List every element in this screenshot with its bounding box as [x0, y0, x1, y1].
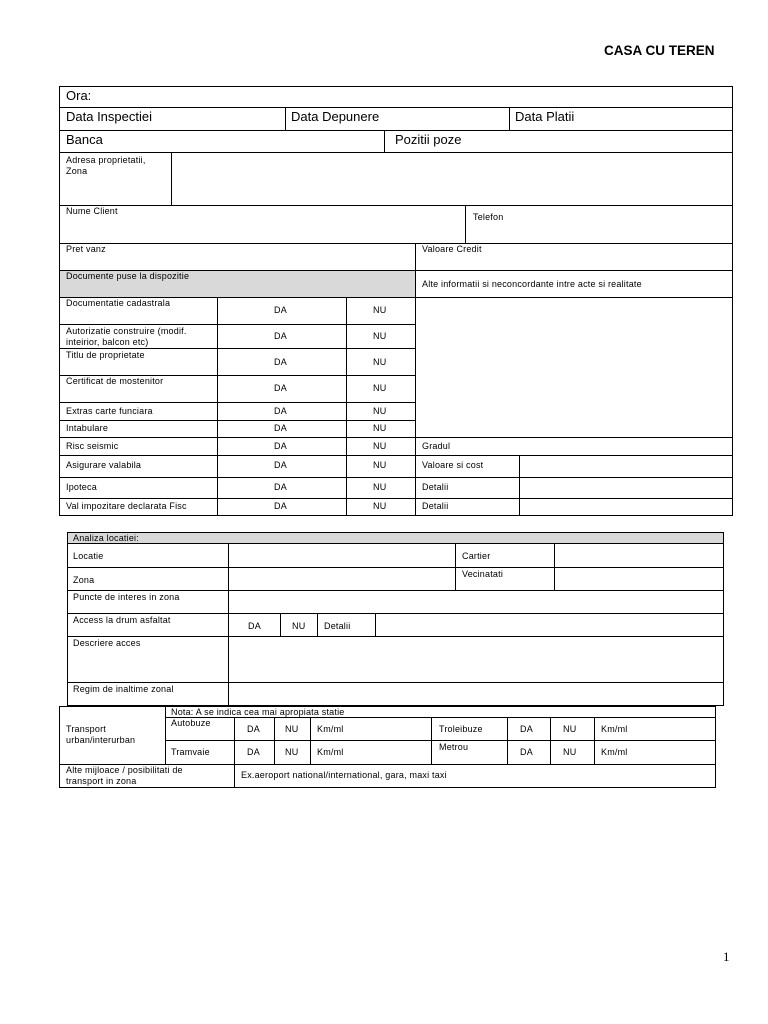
da-checkbox[interactable]: DA [274, 423, 287, 433]
document-title: CASA CU TEREN [604, 43, 715, 58]
da-checkbox[interactable]: DA [274, 357, 287, 367]
vecinatati-label: Vecinatati [462, 569, 504, 579]
alte-mijloace-label: Alte mijloace / posibilitati de [66, 765, 183, 775]
nu-checkbox[interactable]: NU [563, 724, 577, 734]
page-number: 1 [723, 949, 730, 964]
da-checkbox[interactable]: DA [274, 482, 287, 492]
nu-checkbox[interactable]: NU [373, 357, 387, 367]
detalii-label: Detalii [324, 621, 351, 631]
documente-label: Documente puse la dispozitie [66, 271, 190, 281]
da-checkbox[interactable]: DA [520, 747, 533, 757]
detalii-label: Detalii [422, 501, 449, 511]
zona-label: Zona [66, 166, 88, 176]
analiza-header-shading [68, 533, 723, 543]
transport-label: Transport [66, 724, 106, 734]
nu-checkbox[interactable]: NU [292, 621, 306, 631]
locatie-label: Locatie [73, 551, 104, 561]
pret-vanz-label: Pret vanz [66, 244, 106, 254]
da-checkbox[interactable]: DA [248, 621, 261, 631]
nu-checkbox[interactable]: NU [373, 423, 387, 433]
regim-inaltime-label: Regim de inaltime zonal [73, 684, 174, 694]
nu-checkbox[interactable]: NU [373, 501, 387, 511]
km-ml-label: Km/ml [601, 724, 628, 734]
metrou-label: Metrou [439, 742, 469, 752]
row-label-intabulare: Intabulare [66, 423, 109, 433]
banca-label: Banca [66, 132, 103, 147]
troleibuze-label: Troleibuze [439, 724, 483, 734]
da-checkbox[interactable]: DA [247, 747, 260, 757]
valoare-credit-label: Valoare Credit [422, 244, 482, 254]
transport-label-line2: urban/interurban [66, 735, 136, 745]
alte-informatii-label: Alte informatii si neconcordante intre acte si realitate [422, 279, 642, 289]
puncte-interes-label: Puncte de interes in zona [73, 592, 180, 602]
zona-label: Zona [73, 575, 95, 585]
nu-checkbox[interactable]: NU [373, 482, 387, 492]
row-label-val-impozitare: Val impozitare declarata Fisc [66, 501, 187, 511]
transport-example-text: Ex.aeroport national/international, gara, maxi taxi [241, 770, 447, 780]
da-checkbox[interactable]: DA [247, 724, 260, 734]
km-ml-label: Km/ml [317, 747, 344, 757]
da-checkbox[interactable]: DA [274, 383, 287, 393]
da-checkbox[interactable]: DA [520, 724, 533, 734]
alte-mijloace-label-line2: transport in zona [66, 776, 137, 786]
da-checkbox[interactable]: DA [274, 501, 287, 511]
nume-client-label: Nume Client [66, 206, 118, 216]
row-label-titlu-proprietate: Titlu de proprietate [66, 350, 145, 360]
autobuze-label: Autobuze [171, 718, 211, 728]
detalii-label: Detalii [422, 482, 449, 492]
gradul-label: Gradul [422, 441, 451, 451]
analiza-locatiei-title: Analiza locatiei: [73, 533, 139, 543]
da-checkbox[interactable]: DA [274, 331, 287, 341]
nu-checkbox[interactable]: NU [373, 441, 387, 451]
row-label-ipoteca: Ipoteca [66, 482, 97, 492]
km-ml-label: Km/ml [601, 747, 628, 757]
da-checkbox[interactable]: DA [274, 441, 287, 451]
row-label-risc-seismic: Risc seismic [66, 441, 119, 451]
da-checkbox[interactable]: DA [274, 305, 287, 315]
km-ml-label: Km/ml [317, 724, 344, 734]
telefon-label: Telefon [473, 212, 504, 222]
row-label-asigurare-valabila: Asigurare valabila [66, 460, 142, 470]
valoare-cost-label: Valoare si cost [422, 460, 484, 470]
nu-checkbox[interactable]: NU [373, 331, 387, 341]
row-label-certificat-mostenitor: Certificat de mostenitor [66, 376, 164, 386]
data-inspectiei-label: Data Inspectiei [66, 109, 152, 124]
nu-checkbox[interactable]: NU [373, 460, 387, 470]
nu-checkbox[interactable]: NU [285, 724, 299, 734]
data-platii-label: Data Platii [515, 109, 575, 124]
pozitii-poze-label: Pozitii poze [395, 132, 462, 147]
row-label-documentatie-cadastrala: Documentatie cadastrala [66, 298, 171, 308]
adresa-label: Adresa proprietatii, [66, 155, 146, 165]
row-label-autorizatie-construire: Autorizatie construire (modif. inteirior, balcon etc) [66, 326, 187, 347]
data-depunere-label: Data Depunere [291, 109, 380, 124]
nu-checkbox[interactable]: NU [285, 747, 299, 757]
row-label-extras-carte-funciara: Extras carte funciara [66, 406, 153, 416]
tramvaie-label: Tramvaie [171, 747, 210, 757]
da-checkbox[interactable]: DA [274, 460, 287, 470]
access-drum-label: Access la drum asfaltat [73, 615, 171, 625]
nu-checkbox[interactable]: NU [373, 383, 387, 393]
nu-checkbox[interactable]: NU [563, 747, 577, 757]
nu-checkbox[interactable]: NU [373, 406, 387, 416]
nota-label: Nota: A se indica cea mai apropiata statie [171, 707, 345, 717]
cartier-label: Cartier [462, 551, 491, 561]
da-checkbox[interactable]: DA [274, 406, 287, 416]
descriere-acces-label: Descriere acces [73, 638, 141, 648]
nu-checkbox[interactable]: NU [373, 305, 387, 315]
ora-label: Ora: [66, 88, 92, 103]
